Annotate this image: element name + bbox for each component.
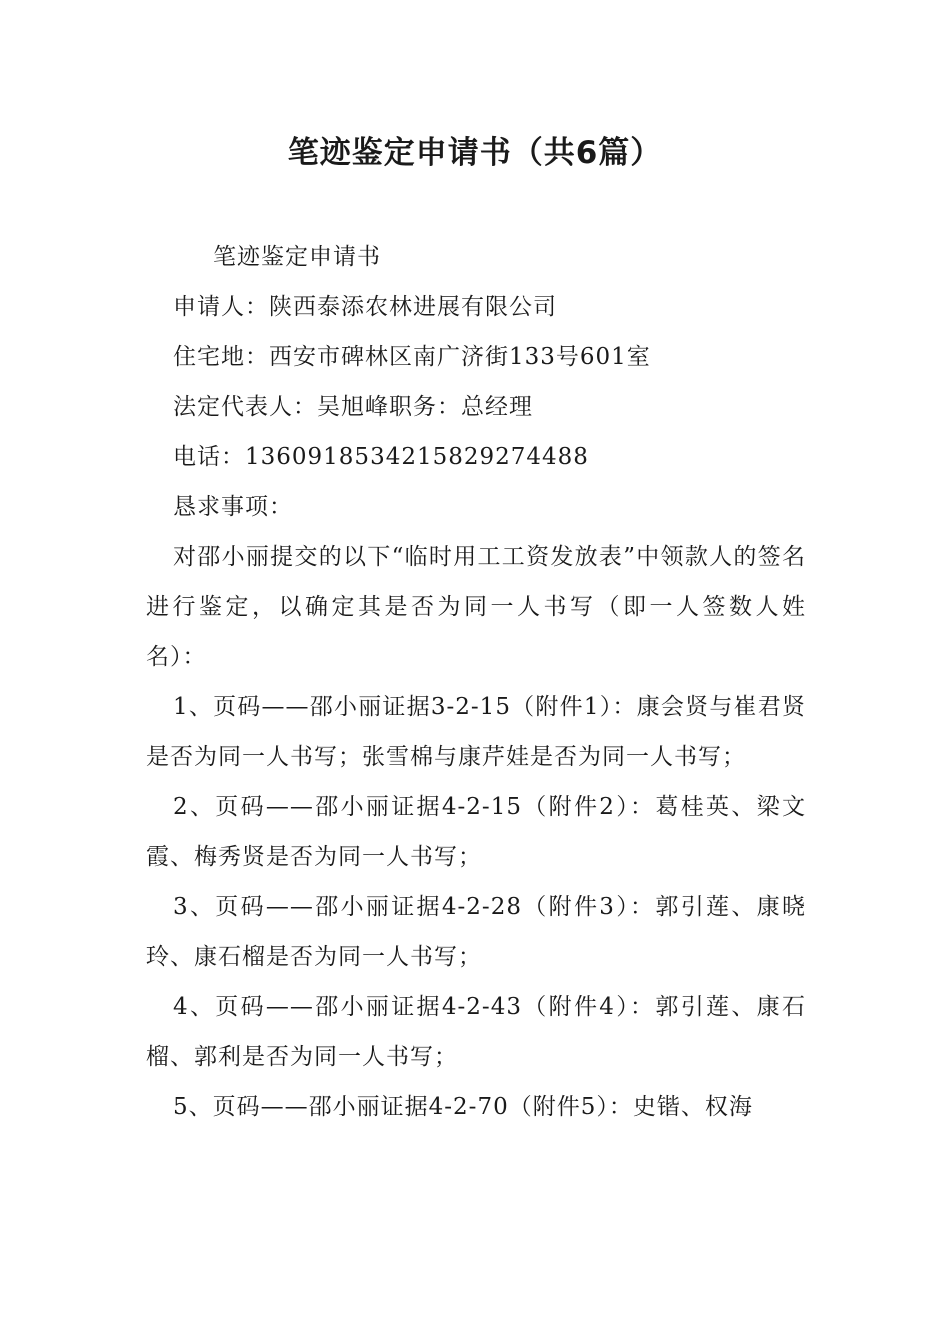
item-paragraph-2: 2、页码——邵小丽证据4-2-15（附件2）：葛桂英、梁文霞、梅秀贤是否为同一人书写； — [146, 794, 806, 870]
item-paragraph-5: 5、页码——邵小丽证据4-2-70（附件5）：史锴、权海 — [173, 1094, 753, 1120]
applicant-paragraph: 申请人：陕西泰添农林进展有限公司 — [173, 294, 557, 320]
request-heading-paragraph: 恳求事项： — [173, 494, 293, 520]
item-paragraph-3: 3、页码——邵小丽证据4-2-28（附件3）：郭引莲、康晓玲、康石榴是否为同一人书写； — [146, 894, 806, 970]
request-body-paragraph: 对邵小丽提交的以下“临时用工工资发放表”中领款人的签名进行鉴定，以确定其是否为同一人书写（即一人签数人姓名）： — [146, 544, 806, 670]
document-title: 笔迹鉴定申请书（共6篇） — [287, 135, 663, 171]
address-paragraph: 住宅地：西安市碑林区南广济街133号601室 — [173, 344, 651, 370]
subtitle-paragraph: 笔迹鉴定申请书 — [213, 244, 381, 270]
item-paragraph-4: 4、页码——邵小丽证据4-2-43（附件4）：郭引莲、康石榴、郭利是否为同一人书写； — [146, 994, 806, 1070]
phone-paragraph: 电话：13609185342158292744​88 — [173, 444, 589, 470]
item-paragraph-1: 1、页码——邵小丽证据3-2-15（附件1）：康会贤与崔君贤是否为同一人书写；张雪棉与康芹娃是否为同一人书写； — [146, 694, 806, 770]
legal-representative-paragraph: 法定代表人：吴旭峰职务：总经理 — [173, 394, 533, 420]
document-body — [146, 232, 806, 1132]
